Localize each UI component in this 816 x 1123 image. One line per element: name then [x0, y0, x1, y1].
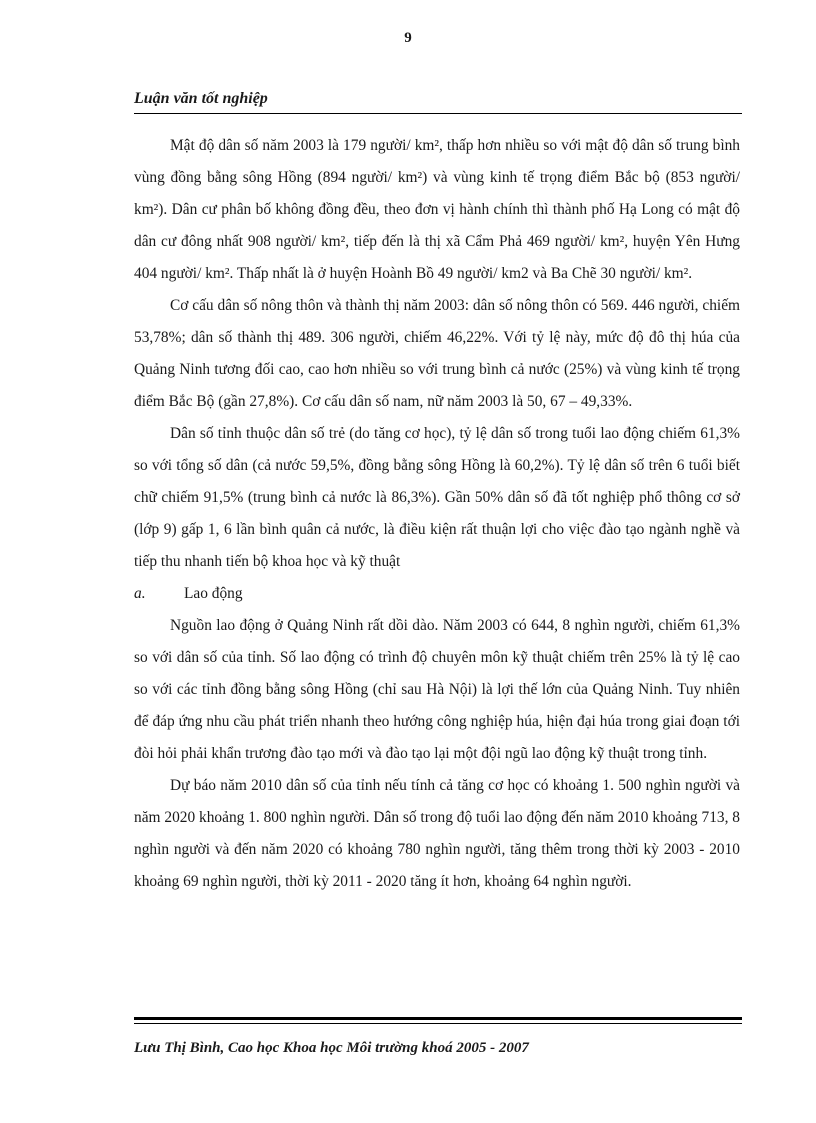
paragraph: Nguồn lao động ở Quảng Ninh rất dồi dào. Năm 2003 có 644, 8 nghìn người, chiếm 61,3% so với dân số của tỉnh. Số lao động có trình độ chuyên môn kỹ thuật chiếm trên 25% là tỷ lệ cao so với các tỉnh đồng bằng sông Hồng (chỉ sau Hà Nội) là lợi thế lớn của Quảng Ninh. Tuy nhiên để đáp ứng nhu cầu phát triển nhanh theo hướng công nghiệp húa, hiện đại húa trong giai đoạn tới đòi hỏi phải khẩn trương đào tạo mới và đào tạo lại một đội ngũ lao động kỹ thuật trong tỉnh.: [134, 617, 740, 762]
page-number: 9: [404, 30, 412, 46]
section-heading-marker: a.: [134, 585, 146, 602]
page-footer-text: Lưu Thị Bình, Cao học Khoa học Môi trường khoá 2005 - 2007: [134, 1040, 529, 1056]
page-header-title: Luận văn tốt nghiệp: [134, 90, 268, 107]
document-body: [134, 130, 740, 898]
section-heading-text: Lao động: [184, 585, 243, 602]
paragraph: Mật độ dân số năm 2003 là 179 người/ km², thấp hơn nhiều so với mật độ dân số trung bình vùng đồng bằng sông Hồng (894 người/ km²) và vùng kinh tế trọng điểm Bắc bộ (853 người/ km²). Dân cư phân bố không đồng đều, theo đơn vị hành chính thì thành phố Hạ Long có mật độ dân cư đông nhất 908 người/ km², tiếp đến là thị xã Cẩm Phả 469 người/ km², huyện Yên Hưng 404 người/ km². Thấp nhất là ở huyện Hoành Bồ 49 người/ km2 và Ba Chẽ 30 người/ km².: [134, 137, 740, 282]
paragraph: Dân số tỉnh thuộc dân số trẻ (do tăng cơ học), tỷ lệ dân số trong tuổi lao động chiếm 61,3% so với tổng số dân (cả nước 59,5%, đồng bằng sông Hồng là 60,2%). Tỷ lệ dân số trên 6 tuổi biết chữ chiếm 91,5% (trung bình cả nước là 86,3%). Gần 50% dân số đã tốt nghiệp phổ thông cơ sở (lớp 9) gấp 1, 6 lần bình quân cả nước, là điều kiện rất thuận lợi cho việc đào tạo ngành nghề và tiếp thu nhanh tiến bộ khoa học và kỹ thuật: [134, 425, 740, 570]
paragraph: Cơ cấu dân số nông thôn và thành thị năm 2003: dân số nông thôn có 569. 446 người, chiếm 53,78%; dân số thành thị 489. 306 người, chiếm 46,22%. Với tỷ lệ này, mức độ đô thị húa của Quảng Ninh tương đối cao, cao hơn nhiều so với trung bình cả nước (25%) và vùng kinh tế trọng điểm Bắc Bộ (gần 27,8%). Cơ cấu dân số nam, nữ năm 2003 là 50, 67 – 49,33%.: [134, 297, 740, 410]
footer-divider-thick: [134, 1017, 742, 1020]
paragraph: Dự báo năm 2010 dân số của tỉnh nếu tính cả tăng cơ học có khoảng 1. 500 nghìn người và năm 2020 khoảng 1. 800 nghìn người. Dân số trong độ tuổi lao động đến năm 2010 khoảng 713, 8 nghìn người và đến năm 2020 có khoảng 780 nghìn người, tăng thêm trong thời kỳ 2003 - 2010 khoảng 69 nghìn người, thời kỳ 2011 - 2020 tăng ít hơn, khoảng 64 nghìn người.: [134, 777, 740, 890]
footer-divider-thin: [134, 1023, 742, 1024]
header-divider: [134, 113, 742, 114]
section-heading: [134, 578, 740, 610]
